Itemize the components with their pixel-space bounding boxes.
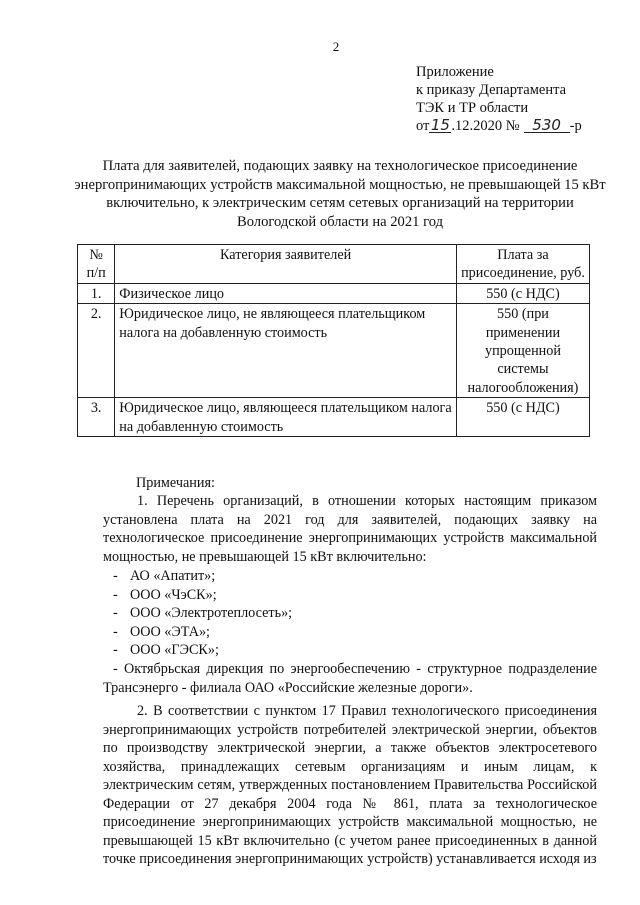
row-category: Физическое лицо [115, 283, 457, 303]
appendix-line-3: ТЭК и ТР области [416, 100, 529, 116]
list-item [103, 641, 597, 660]
header-fee: Плата за присоединение, руб. [456, 245, 589, 284]
appendix-block [416, 63, 616, 135]
list-dash: - [113, 623, 118, 640]
list-dash: - [113, 568, 118, 584]
table-row [78, 398, 590, 437]
date-prefix: от [416, 118, 430, 134]
row-number: 3. [78, 398, 115, 437]
list-dash: - [113, 586, 118, 603]
document-title: Плата для заявителей, подающих заявку на технологическое присоединение энергопринимающих устройств максимальной мощностью, не превышающей 15 кВт включительно, к электрическим сетям сетевых организаций на территории Вологодской области на 2021 год [74, 158, 606, 230]
note-item-1 [103, 492, 597, 566]
list-item-text: ООО «Электротеплосеть»; [130, 605, 293, 622]
order-suffix: -р [569, 118, 582, 134]
handwritten-order-number: 530 [524, 118, 570, 133]
fees-table [77, 244, 590, 437]
table-row [78, 283, 590, 303]
row-fee: 550 (с НДС) [456, 398, 589, 437]
list-item-text: ООО «ГЭСК»; [130, 642, 219, 659]
header-number: № п/п [78, 245, 115, 284]
note-item-1-text: 1. Перечень организаций, в отношении которых настоящим приказом установлена плата на 2021 год для заявителей, подающих заявку на технологическое присоединение энергопринимающих устройств максимальной мощностью, не превышающей 15 кВт включительно: [103, 493, 597, 565]
list-item [103, 586, 597, 605]
appendix-line-2: к приказу Департамента [416, 82, 567, 98]
row-category: Юридическое лицо, не являющееся плательщиком налога на добавленную стоимость [115, 304, 457, 398]
list-dash: - [113, 605, 118, 622]
row-number: 2. [78, 304, 115, 398]
list-item-text: ООО «ЧэСК»; [130, 586, 217, 603]
list-item-text: АО «Апатит»; [130, 568, 216, 584]
list-item [103, 604, 597, 623]
table-header-row [78, 245, 590, 284]
note-item-2-text: 2. В соответствии с пунктом 17 Правил технологического присоединения энергопринимающих устройств потребителей электрической энергии, объектов по производству электрической энергии, а также объектов электросетевого хозяйства, принадлежащих сетевым организациям и иным лицам, к электрическим сетям, утвержденных постановлением Правительства Российской Федерации от 27 декабря 2004 года № 861, плата за технологическое присоединение энергопринимающих устройств максимальной мощностью, не превышающей 15 кВт включительно (с учетом ранее присоединенных в данной точке присоединения энергопринимающих устройств) устанавливается исходя из [103, 703, 597, 867]
row-number: 1. [78, 283, 115, 303]
row-category: Юридическое лицо, являющееся плательщиком налога на добавленную стоимость [115, 398, 457, 437]
list-item-last-text: - Октябрьская дирекция по энергообеспечению - структурное подразделение Трансэнерго - филиала ОАО «Российские железные дороги». [103, 661, 597, 696]
list-item [103, 567, 597, 586]
appendix-date-line [416, 117, 616, 135]
page-number: 2 [332, 39, 340, 54]
appendix-line-1: Приложение [416, 64, 494, 80]
list-dash: - [113, 642, 118, 659]
list-item-last [103, 660, 597, 697]
list-item [103, 623, 597, 642]
table-row [78, 304, 590, 398]
header-category: Категория заявителей [115, 245, 457, 284]
row-fee: 550 (с НДС) [456, 283, 589, 303]
date-rest: .12.2020 № [451, 118, 520, 134]
note-item-2 [103, 702, 597, 869]
handwritten-day: 15 [430, 116, 450, 134]
notes-heading: Примечания: [136, 475, 215, 491]
row-fee: 550 (при применении упрощенной системы налогообложения) [456, 304, 589, 398]
list-item-text: ООО «ЭТА»; [130, 623, 210, 640]
organizations-list [103, 567, 597, 660]
